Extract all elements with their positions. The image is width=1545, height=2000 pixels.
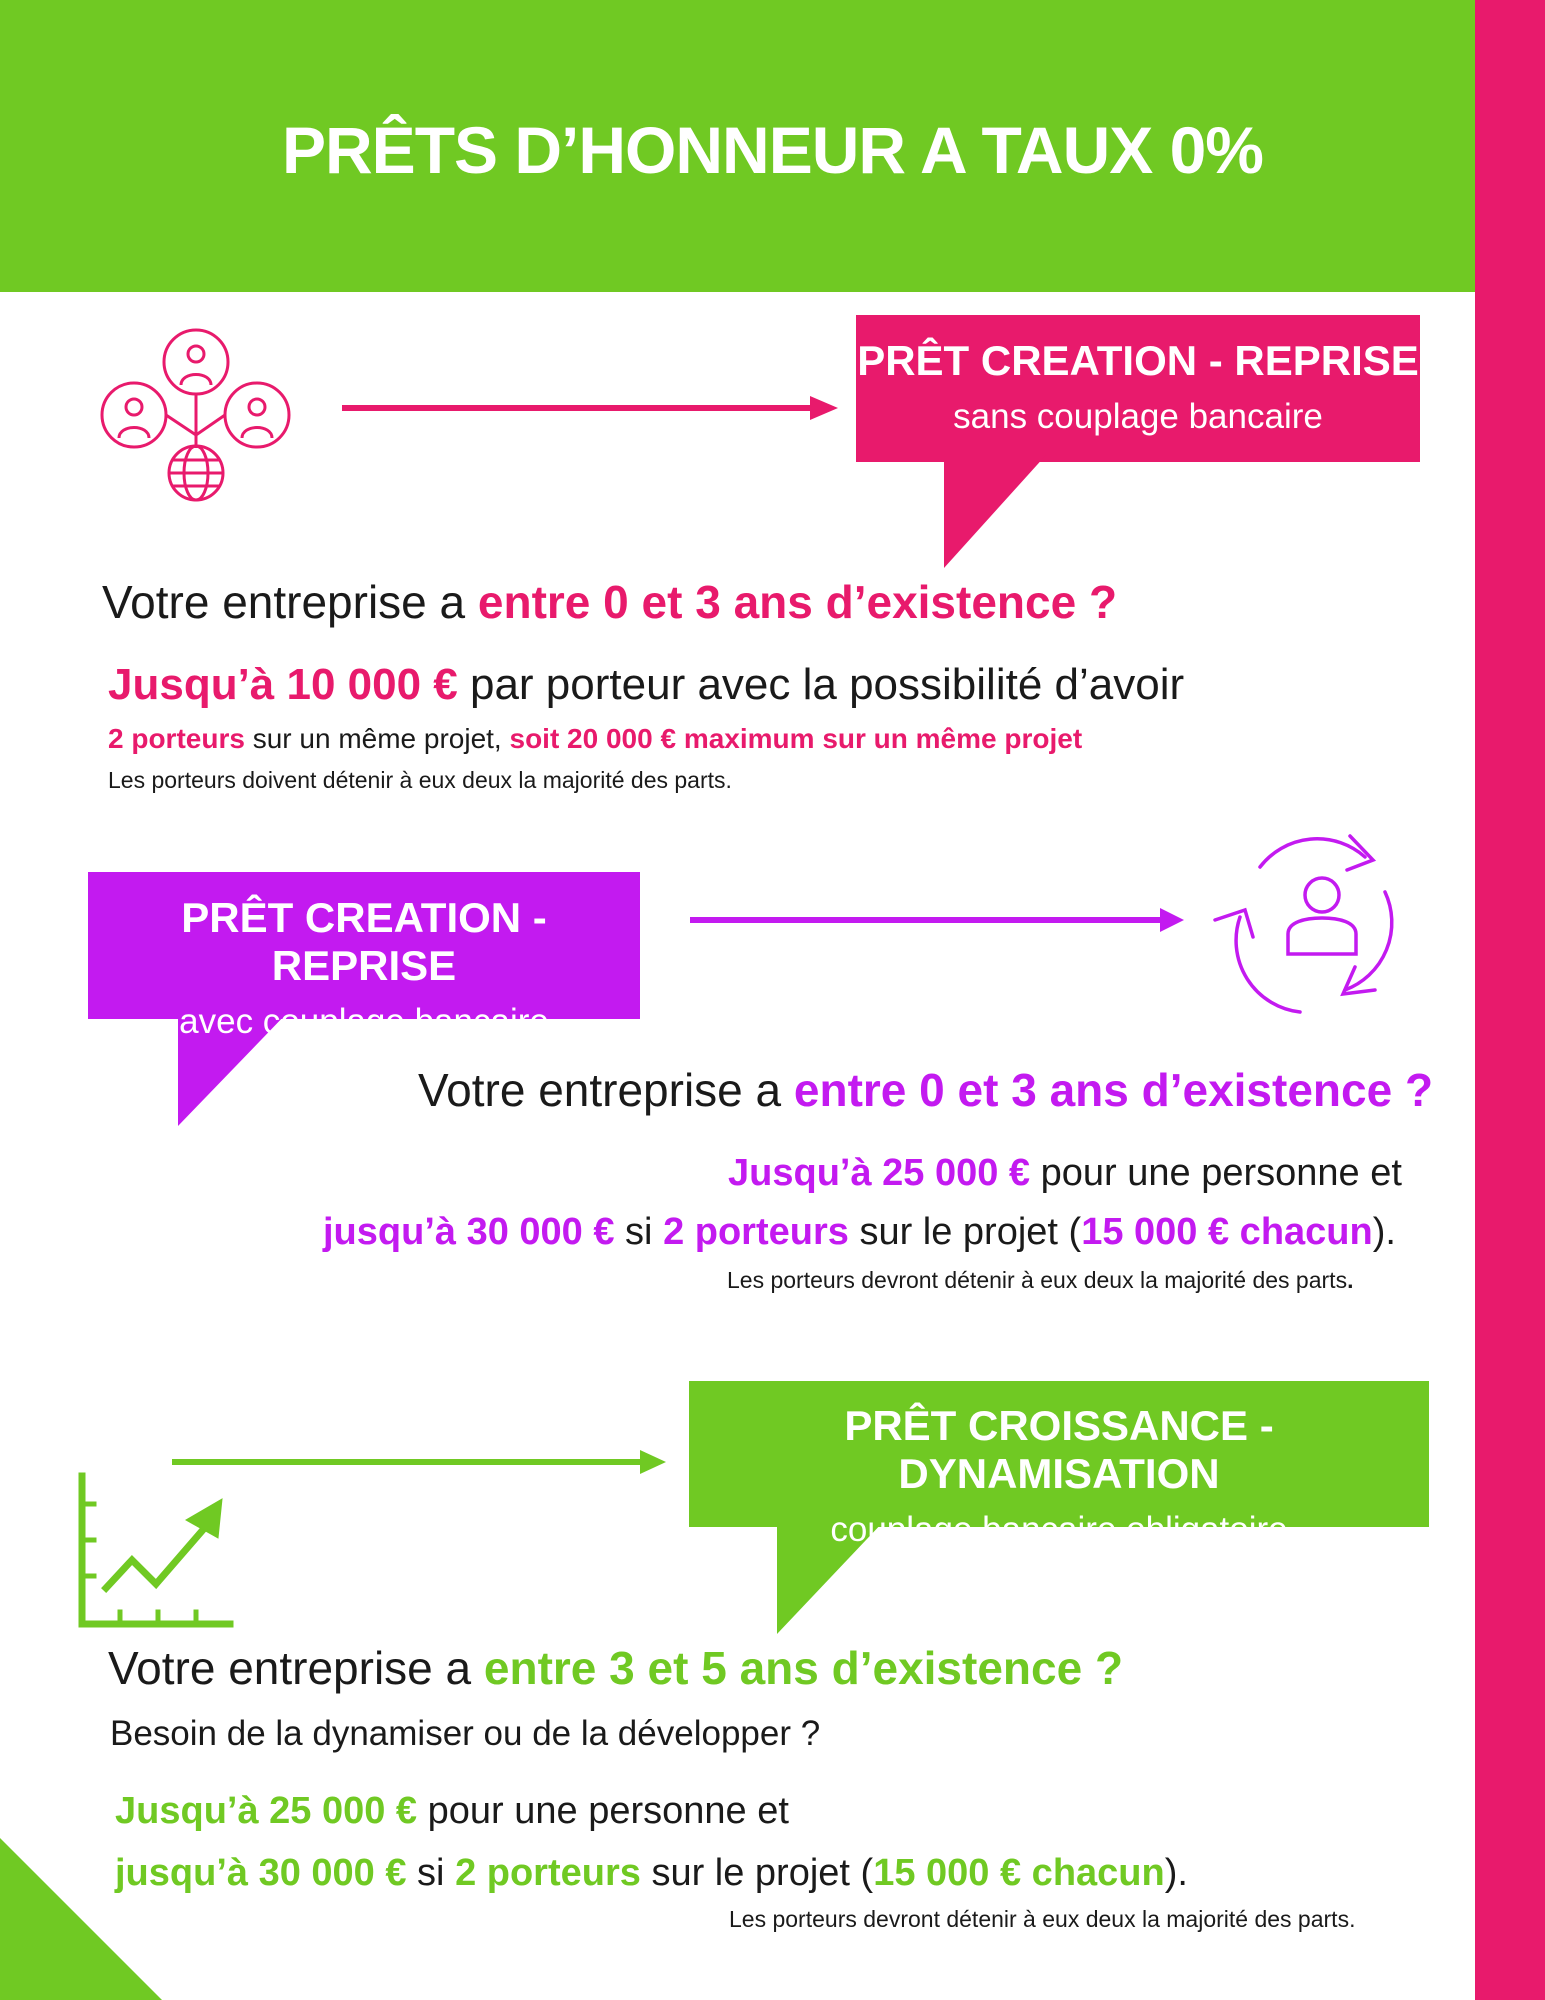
page-title: PRÊTS D’HONNEUR A TAUX 0%	[282, 113, 1263, 187]
amount-line-2	[115, 1852, 1188, 1895]
note: Les porteurs devront détenir à eux deux la majorité des parts.	[729, 1906, 1356, 1932]
amount-rest: par porteur avec la possibilité d’avoir	[457, 660, 1185, 709]
chacun-highlight: 15 000 € chacun	[1081, 1211, 1373, 1253]
text-end: ).	[1164, 1852, 1188, 1894]
question-prefix: Votre entreprise a	[102, 576, 478, 628]
note: Les porteurs doivent détenir à eux deux la majorité des parts.	[108, 767, 732, 793]
amount-highlight: Jusqu’à 25 000 €	[728, 1152, 1031, 1194]
text-si: si	[614, 1211, 664, 1253]
age-question	[108, 1641, 1123, 1695]
porteurs-line	[108, 723, 1082, 755]
amount-line	[108, 660, 1184, 710]
porteurs-highlight: 2 porteurs	[108, 723, 245, 754]
question-prefix: Votre entreprise a	[418, 1064, 794, 1116]
right-accent-bar	[1475, 0, 1545, 2000]
amount-highlight: Jusqu’à 25 000 €	[115, 1790, 418, 1832]
amount-highlight-2: jusqu’à 30 000 €	[323, 1211, 615, 1253]
max-highlight: soit 20 000 € maximum sur un même projet	[509, 723, 1083, 754]
arrow-right-icon	[688, 906, 1188, 934]
arrow-right-icon	[340, 394, 840, 422]
porteurs-mid: sur un même projet,	[244, 723, 510, 754]
development-question: Besoin de la dynamiser ou de la développer ?	[110, 1714, 821, 1753]
bubble-subtitle: sans couplage bancaire	[953, 397, 1323, 436]
question-prefix: Votre entreprise a	[108, 1642, 484, 1694]
arrow-right-icon	[170, 1448, 670, 1476]
age-question	[418, 1063, 1433, 1117]
chacun-highlight: 15 000 € chacun	[873, 1852, 1165, 1894]
network-people-globe-icon	[95, 325, 305, 505]
pret-croissance-bubble	[689, 1402, 1429, 1550]
growth-chart-icon	[72, 1468, 237, 1633]
pret-creation-avec-couplage-bubble	[88, 894, 640, 1042]
bubble-subtitle: avec couplage bancaire	[179, 1002, 549, 1041]
bubble-title: PRÊT CREATION - REPRISE	[857, 337, 1419, 384]
question-highlight: entre 3 et 5 ans d’existence ?	[483, 1642, 1124, 1694]
amount-line-1	[728, 1152, 1402, 1195]
bubble-subtitle: couplage bancaire obligatoire	[830, 1510, 1288, 1549]
bubble-title: PRÊT CROISSANCE - DYNAMISATION	[844, 1402, 1274, 1497]
porteurs-highlight: 2 porteurs	[663, 1211, 849, 1253]
amount-rest: pour une personne et	[417, 1790, 789, 1832]
note-text: Les porteurs devront détenir à eux deux la majorité des parts	[727, 1267, 1348, 1293]
text-projet: sur le projet (	[640, 1852, 874, 1894]
pret-creation-sans-couplage-bubble	[856, 337, 1420, 437]
amount-highlight: Jusqu’à 10 000 €	[108, 660, 458, 709]
text-end: ).	[1372, 1211, 1396, 1253]
question-highlight: entre 0 et 3 ans d’existence ?	[793, 1064, 1434, 1116]
porteurs-highlight: 2 porteurs	[455, 1852, 641, 1894]
amount-highlight-2: jusqu’à 30 000 €	[115, 1852, 407, 1894]
question-highlight: entre 0 et 3 ans d’existence ?	[477, 576, 1118, 628]
cycle-person-icon	[1205, 822, 1420, 1022]
amount-rest: pour une personne et	[1030, 1152, 1402, 1194]
text-si: si	[406, 1852, 456, 1894]
amount-line-2	[323, 1211, 1396, 1254]
age-question	[102, 575, 1117, 629]
text-projet: sur le projet (	[848, 1211, 1082, 1253]
note-end: .	[1347, 1267, 1354, 1293]
note	[727, 1267, 1353, 1294]
bubble-title: PRÊT CREATION - REPRISE	[181, 894, 547, 989]
amount-line-1	[115, 1790, 789, 1833]
